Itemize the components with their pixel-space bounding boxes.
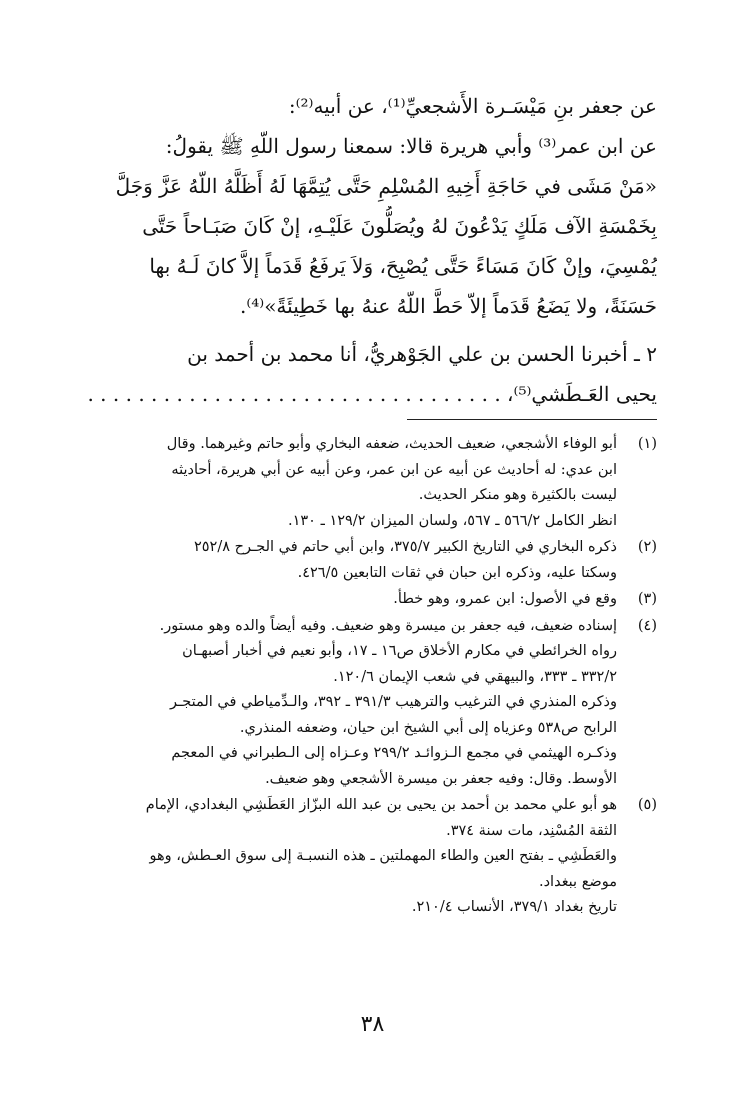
footnote-line: وذكره المنذري في الترغيب والترهيب ٣٩١/٣ ـ ٣٩٢، والـدِّمياطي في المتجـر (169, 694, 617, 710)
footnote-line: وسكتا عليه، وذكره ابن حبان في ثقات التابعين ٤٢٦/٥. (297, 564, 617, 581)
footnote-5 (47, 793, 657, 921)
footnote-4 (47, 614, 657, 793)
text-line: عن جعفر بنِ مَيْسَـرة الأَشجعيِّ⁽¹⁾، عن أبيه⁽²⁾: (288, 94, 657, 118)
footnote-number: (٢) (637, 539, 657, 555)
text-line: بِخَمْسَةِ الآف مَلَكٍ يَدْعُونَ لهُ ويُصَلُّونَ عَلَيْـهِ، إنْ كَانَ صَبَـاحاً حَتَّى (142, 214, 657, 238)
footnote-number: (١) (637, 436, 657, 452)
footnote-line: إسناده ضعيف، فيه جعفر بن ميسرة وهو ضعيف. وفيه أيضاً والده وهو مستور. (159, 617, 617, 634)
footnotes (47, 432, 657, 922)
footnote-line: ليست بالكثيرة وهو منكر الحديث. (418, 487, 617, 503)
narration-2 (52, 334, 657, 414)
footnote-3 (47, 587, 657, 613)
footnote-line: ابن عدي: له أحاديث عن أبيه عن ابن عمر، وعن أبيه عن أبي هريرة، أحاديثه (171, 461, 617, 478)
page-number: ٣٨ (360, 1012, 385, 1037)
text-line: «مَنْ مَشَى في حَاجَةِ أَخِيهِ المُسْلِمِ حَتَّى يُتِمَّهَا لَهُ أَظَلَّهُ اللّهُ عَزَّ وَجَلَّ (115, 174, 657, 198)
footnote-line: وقع في الأصول: ابن عمرو، وهو خطأ. (393, 591, 617, 607)
footnote-line: ذكره البخاري في التاريخ الكبير ٣٧٥/٧، وابن أبي حاتم في الجـرح ٢٥٢/٨ (193, 539, 617, 555)
footnote-line: ٣٣٢/٢ ـ ٣٣٣، والبيهقي في شعب الإيمان ١٢٠/٦. (333, 668, 617, 685)
text-line: يُمْسِيَ، وإنْ كَانَ مَسَاءً حَتَّى يُصْبِحَ، وَلاَ يَرفَعُ قَدَماً إلاَّ كانَ لَـهُ بها (149, 254, 657, 278)
footnote-number: (٥) (637, 797, 657, 813)
text-line: يحيى العَـطَشي⁽⁵⁾، . . . . . . . . . . . . . . . . . . . . . . . . . . . . . . . . . (87, 382, 657, 406)
footnote-line: الأوسط. وقال: وفيه جعفر بن ميسرة الأشجعي وهو ضعيف. (265, 770, 617, 787)
footnote-line: موضع ببغداد. (538, 873, 617, 890)
footnote-line: تاريخ بغداد ٣٧٩/١، الأنساب ٢١٠/٤. (411, 899, 617, 915)
footnote-1 (47, 432, 657, 534)
footnote-line: الرابح ص٥٣٨ وعزياه إلى أبي الشيخ ابن حيان، وضعفه المنذري. (239, 719, 617, 736)
isnad-opening (52, 86, 657, 126)
footnote-line: الثقة المُسْنِد، مات سنة ٣٧٤. (446, 822, 617, 839)
text-line: حَسَنَةً، ولا يَضَعُ قَدَماً إلاّ حَطَّ اللّهُ عنهُ بها خَطِيئَةً»⁽⁴⁾. (239, 294, 657, 318)
footnote-line: رواه الخرائطي في مكارم الأخلاق ص١٦ ـ ١٧، وأبو نعيم في أخبار أصبهـان (182, 643, 617, 659)
footnote-number: (٣) (637, 591, 657, 607)
footnote-line: انظر الكامل ٥٦٦/٢ ـ ٥٦٧، ولسان الميزان ١٢٩/٢ ـ ١٣٠. (287, 512, 617, 529)
footnote-line: هو أبو علي محمد بن أحمد بن يحيى بن عبد الله البزّاز العَطَشِي البغدادي، الإمام (145, 797, 617, 813)
text-line: ٢ ـ أخبرنا الحسن بن علي الجَوْهريُّ، أنا محمد بن أحمد بن (187, 342, 657, 366)
footnote-line: وذكـره الهيثمي في مجمع الـزوائـد ٢٩٩/٢ وعـزاه إلى الـطبراني في المعجم (171, 745, 617, 761)
footnote-number: (٤) (637, 617, 657, 634)
footnote-divider (407, 419, 657, 420)
footnote-2 (47, 535, 657, 586)
footnote-line: أبو الوفاء الأشجعي، ضعيف الحديث، ضعفه البخاري وأبو حاتم وغيرهما. وقال (166, 436, 617, 452)
hadith-paragraph (52, 126, 657, 326)
footnote-line: والعَطَشِي ـ بفتح العين والطاء المهملتين ـ هذه النسبـة إلى سوق العـطش، وهو (149, 848, 617, 864)
main-text (52, 86, 657, 414)
text-line: عن ابن عمر⁽³⁾ وأبي هريرة قالا: سمعنا رسول اللّهِ ﷺ يقولُ: (165, 134, 657, 158)
